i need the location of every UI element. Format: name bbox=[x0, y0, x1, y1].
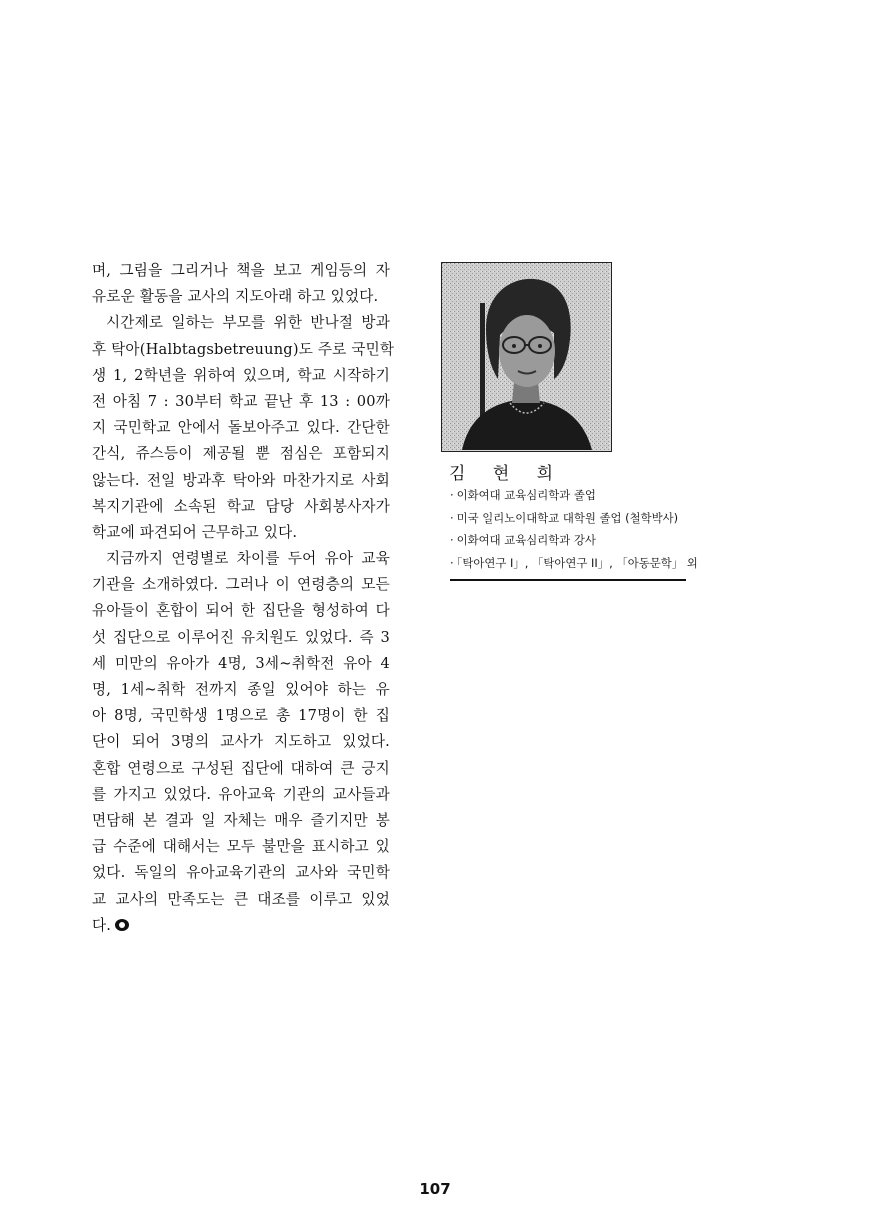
bio-item: · 이화여대 교육심리학과 졸업 bbox=[450, 484, 690, 507]
text-line: 유아들이 혼합이 되어 한 집단을 형성하여 다 bbox=[92, 602, 390, 620]
text-line: 학교에 파견되어 근무하고 있다. bbox=[92, 523, 298, 541]
text-line: 면담해 본 결과 일 자체는 매우 즐기지만 봉 bbox=[92, 811, 390, 829]
author-bio-list bbox=[450, 484, 698, 574]
bio-item: · 「탁아연구 I」, 「탁아연구 II」, 「아동문학」 외 bbox=[450, 552, 690, 575]
text-line: 세 미만의 유아가 4명, 3세~취학전 유아 4 bbox=[92, 654, 390, 672]
text-line: 혼합 연령으로 구성된 집단에 대하여 큰 긍지 bbox=[92, 759, 390, 777]
text-line: 었다. 독일의 유아교육기관의 교사와 국민학 bbox=[92, 864, 390, 882]
text-line-final-text: 다. bbox=[92, 916, 112, 934]
bio-item: · 미국 일리노이대학교 대학원 졸업 (철학박사) bbox=[450, 507, 690, 530]
text-line: 생 1, 2학년을 위하여 있으며, 학교 시작하기 bbox=[92, 366, 390, 384]
text-line: 며, 그림을 그리거나 책을 보고 게임등의 자 bbox=[92, 262, 390, 279]
text-line: 복지기관에 소속된 학교 담당 사회봉사자가 bbox=[92, 497, 390, 515]
text-line: 지금까지 연령별로 차이를 두어 유아 교육 bbox=[106, 550, 390, 568]
text-line: 명, 1세~취학 전까지 종일 있어야 하는 유 bbox=[92, 681, 390, 698]
text-line: 를 가지고 있었다. 유아교육 기관의 교사들과 bbox=[92, 785, 390, 803]
bio-item: · 이화여대 교육심리학과 강사 bbox=[450, 529, 690, 552]
page-number: 107 bbox=[419, 1180, 451, 1198]
text-line: 아 8명, 국민학생 1명으로 총 17명이 한 집 bbox=[92, 707, 390, 725]
text-line: 교 교사의 만족도는 큰 대조를 이루고 있었 bbox=[92, 890, 390, 908]
text-line: 급 수준에 대해서는 모두 불만을 표시하고 있 bbox=[92, 838, 390, 856]
text-line: 단이 되어 3명의 교사가 지도하고 있었다. bbox=[92, 733, 390, 751]
text-line: 시간제로 일하는 부모를 위한 반나절 방과 bbox=[106, 314, 390, 332]
article-body-column bbox=[92, 258, 395, 939]
text-line: 지 국민학교 안에서 돌보아주고 있다. 간단한 bbox=[92, 419, 390, 437]
author-name: 김 현 희 bbox=[449, 464, 565, 484]
text-line: 전 아침 7 : 30부터 학교 끝난 후 13 : 00까 bbox=[92, 392, 390, 410]
text-line: 섯 집단으로 이루어진 유치원도 있었다. 즉 3 bbox=[92, 628, 390, 646]
text-line: 간식, 쥬스등이 제공될 뿐 점심은 포함되지 bbox=[92, 445, 390, 463]
article-end-mark-icon bbox=[115, 919, 129, 931]
text-line: 않는다. 전일 방과후 탁아와 마찬가지로 사회 bbox=[92, 471, 390, 489]
text-line-final bbox=[92, 913, 390, 939]
bio-divider bbox=[450, 579, 686, 581]
author-photo bbox=[441, 262, 612, 452]
text-line: 유로운 활동을 교사의 지도아래 하고 있었다. bbox=[92, 288, 379, 306]
text-line: 후 탁아(Halbtagsbetreuung)도 주로 국민학 bbox=[92, 340, 395, 358]
text-line: 기관을 소개하였다. 그러나 이 연령층의 모든 bbox=[92, 576, 390, 594]
